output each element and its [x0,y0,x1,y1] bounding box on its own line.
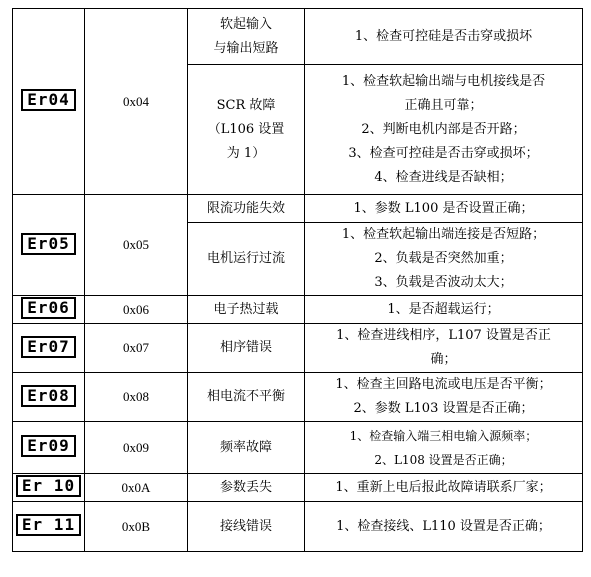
fault-code-cell [13,474,85,502]
fault-hex-cell: 0x04 [85,9,188,195]
check-line: 3、负载是否波动太大； [374,275,513,290]
check-line: 1、是否超载运行； [387,301,500,317]
check-cell [305,324,583,373]
fault-hex-cell: 0x0B [85,502,188,552]
fault-code-cell [13,9,85,195]
table-row [13,502,583,552]
check-line: 正确且可靠； [404,97,483,113]
fault-code-cell [13,502,85,552]
fault-name-line: 电子热过载 [213,301,279,317]
table-row [13,422,583,474]
fault-code-display: Er06 [21,297,76,319]
fault-code-cell [13,324,85,373]
check-line: 2、判断电机内部是否开路； [361,121,526,137]
fault-name-line: 频率故障 [219,439,272,455]
fault-name-line: 相电流不平衡 [206,389,285,404]
check-line: 1、检查进线相序，L107 设置是否正 [336,328,551,343]
fault-code-cell [13,195,85,296]
fault-code-display: Er07 [21,336,76,358]
check-cell [305,223,583,296]
fault-name-line: SCR 故障 [216,97,276,113]
table-row [13,9,583,65]
check-line: 2、L108 设置是否正确； [374,452,513,467]
fault-name-cell [188,324,305,373]
fault-hex-cell: 0x0A [85,474,188,502]
fault-code-display: Er 11 [16,514,81,536]
check-line: 1、检查接线、L110 设置是否正确； [336,518,551,534]
check-cell [305,296,583,324]
fault-code-display: Er04 [21,89,76,111]
check-cell [305,474,583,502]
check-line: 1、检查软起输出端连接是否短路； [341,227,546,242]
fault-name-cell [188,474,305,502]
fault-name-cell [188,65,305,195]
fault-name-cell [188,373,305,422]
table-row [13,324,583,373]
table-row [13,373,583,422]
check-cell [305,65,583,195]
fault-name-cell [188,223,305,296]
fault-name-line: 参数丢失 [219,479,272,495]
fault-name-line: 软起输入 [219,16,272,32]
check-cell [305,373,583,422]
check-line: 2、负载是否突然加重； [374,251,513,266]
fault-code-table [12,8,583,552]
fault-hex-cell: 0x09 [85,422,188,474]
fault-name-cell [188,296,305,324]
check-cell [305,502,583,552]
check-cell [305,422,583,474]
fault-name-line: 相序错误 [219,340,272,355]
fault-hex-cell: 0x08 [85,373,188,422]
fault-code-display: Er05 [21,233,76,255]
fault-name-cell [188,195,305,223]
fault-hex-cell: 0x06 [85,296,188,324]
fault-name-line: 限流功能失效 [206,200,285,216]
fault-name-line: 电机运行过流 [206,251,285,266]
check-line: 确； [430,352,457,367]
check-line: 3、检查可控硅是否击穿或损坏； [348,145,539,161]
fault-name-line: 与输出短路 [213,40,279,56]
fault-code-display: Er 10 [16,475,81,497]
fault-hex-cell: 0x07 [85,324,188,373]
check-line: 1、检查可控硅是否击穿或损坏 [354,28,533,44]
check-line: 1、重新上电后报此故障请联系厂家； [335,479,552,495]
fault-name-cell [188,502,305,552]
check-cell [305,195,583,223]
fault-name-cell [188,9,305,65]
fault-name-line: 接线错误 [219,518,272,534]
fault-hex-cell: 0x05 [85,195,188,296]
fault-name-line: （L106 设置 [207,121,285,137]
check-line: 1、检查输入端三相电输入源频率； [349,428,538,443]
check-cell [305,9,583,65]
table-row [13,474,583,502]
fault-code-display: Er09 [21,435,76,457]
check-line: 1、参数 L100 是否设置正确； [353,200,534,216]
check-line: 2、参数 L103 设置是否正确； [353,401,534,416]
check-line: 1、检查主回路电流或电压是否平衡； [335,377,552,392]
check-line: 1、检查软起输出端与电机接线是否 [341,73,546,89]
fault-code-cell [13,422,85,474]
fault-name-line: 为 1） [226,145,266,161]
fault-code-display: Er08 [21,385,76,407]
fault-name-cell [188,422,305,474]
fault-code-cell [13,373,85,422]
table-row [13,296,583,324]
check-line: 4、检查进线是否缺相； [374,169,513,185]
table-row [13,195,583,223]
fault-code-cell [13,296,85,324]
